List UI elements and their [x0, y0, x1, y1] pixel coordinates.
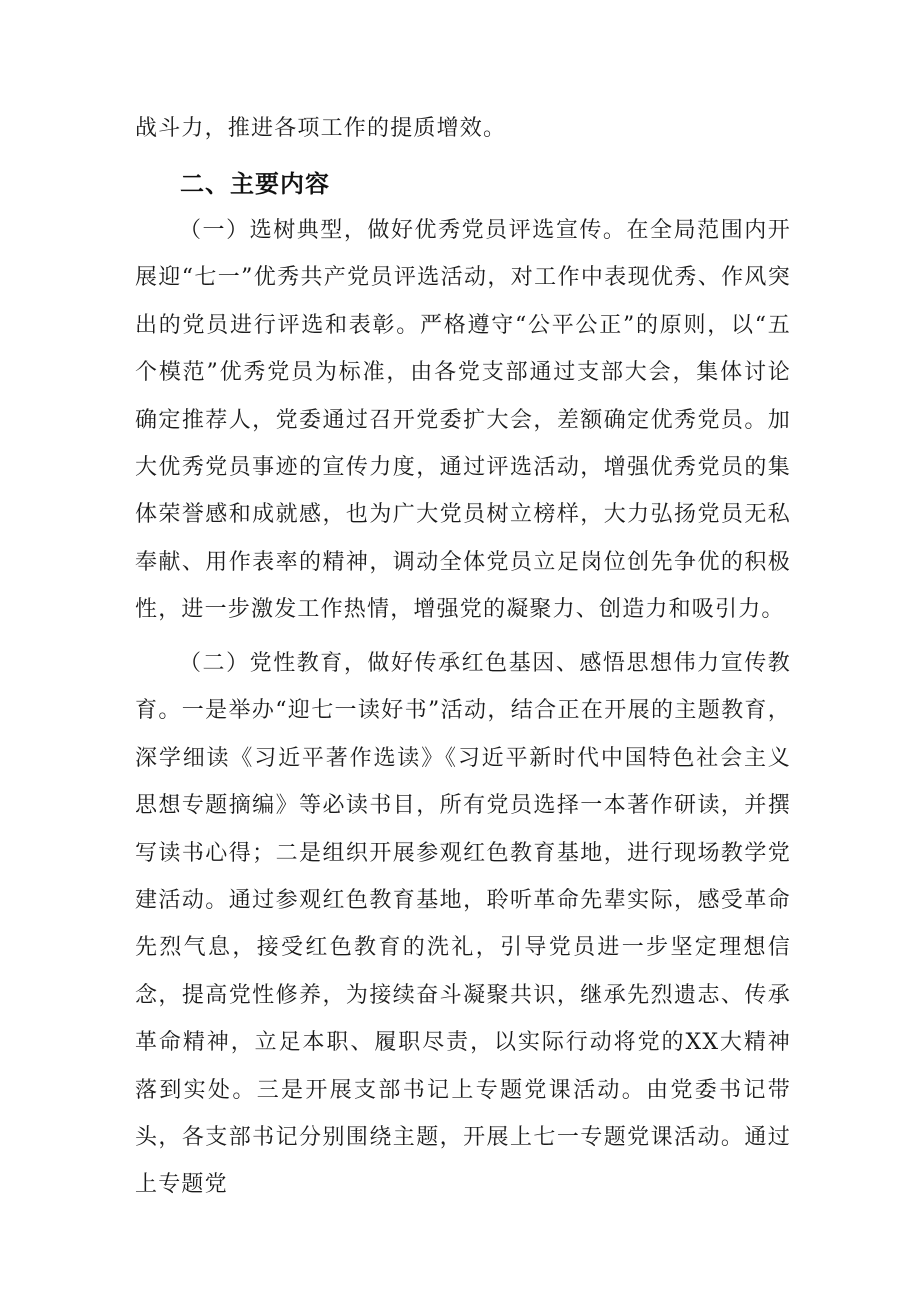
paragraph-intro-tail — [135, 105, 791, 152]
paragraph-text: （一）选树典型，做好优秀党员评选宣传。在全局范围内开展迎“七一”优秀共产党员评选活动，对工作中表现优秀、作风突出的党员进行评选和表彰。严格遵守“公平公正”的原则，以“五个模范”优秀党员为标准，由各党支部通过支部大会，集体讨论确定推荐人，党委通过召开党委扩大会，差额确定优秀党员。加大优秀党员事迹的宣传力度，通过评选活动，增强优秀党员的集体荣誉感和成就感，也为广大党员树立榜样，大力弘扬党员无私奉献、用作表率的精神，调动全体党员立足岗位创先争优的积极性，进一步激发工作热情，增强党的凝聚力、创造力和吸引力。 — [135, 218, 791, 623]
paragraph-section-two — [135, 640, 791, 1209]
section-heading: 二、主要内容 — [180, 170, 330, 198]
paragraph-section-one — [135, 207, 791, 634]
paragraph-text: 战斗力，推进各项工作的提质增效。 — [135, 116, 507, 141]
paragraph-text: （二）党性教育，做好传承红色基因、感悟思想伟力宣传教育。一是举办“迎七一读好书”活动，结合正在开展的主题教育，深学细读《习近平著作选读》《习近平新时代中国特色社会主义思想专题摘编》等必读书目，所有党员选择一本著作研读，并撰写读书心得；二是组织开展参观红色教育基地，进行现场教学党建活动。通过参观红色教育基地，聆听革命先辈实际，感受革命先烈气息，接受红色教育的洗礼，引导党员进一步坚定理想信念，提高党性修养，为接续奋斗凝聚共识，继承先烈遗志、传承革命精神，立足本职、履职尽责，以实际行动将党的XX大精神落到实处。三是开展支部书记上专题党课活动。由党委书记带头，各支部书记分别围绕主题，开展上七一专题党课活动。通过上专题党 — [135, 651, 791, 1198]
